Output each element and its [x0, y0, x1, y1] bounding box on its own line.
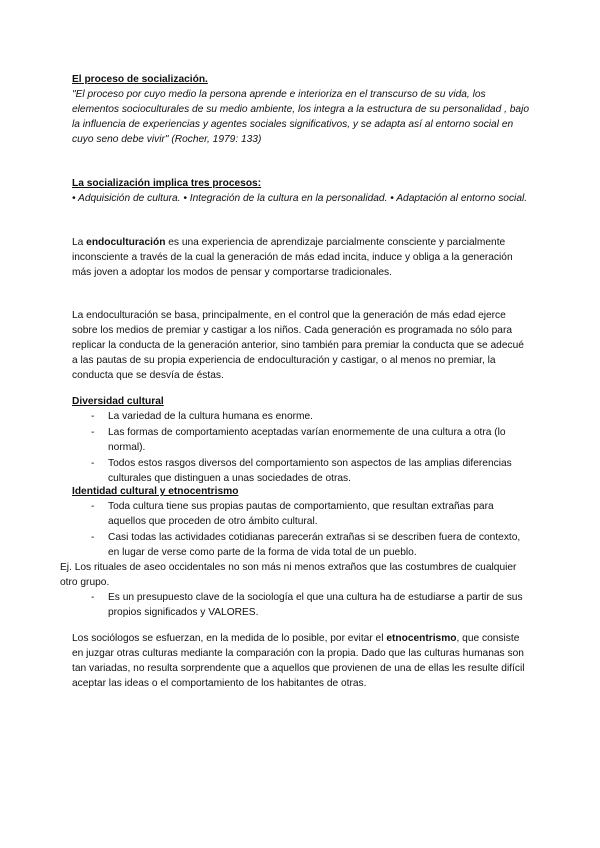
identity-heading-wrap [72, 484, 530, 499]
diversity-list [72, 409, 530, 487]
list-item: - Casi todas las actividades cotidianas parecerán extrañas si se describen fuera de contexto, en lugar de verse como parte de la forma de vida total de un pueblo. [91, 532, 521, 558]
section-heading-identity: Identidad cultural y etnocentrismo [72, 486, 239, 497]
ethnocentrism-paragraph [72, 631, 530, 691]
bullet-dash: - [91, 501, 95, 512]
bullet-dash: - [91, 458, 95, 469]
diversity-heading-wrap [72, 394, 530, 409]
list-item: - Las formas de comportamiento aceptadas varían enormemente de una cultura a otra (lo normal). [91, 427, 506, 453]
section-heading-diversity: Diversidad cultural [72, 396, 164, 407]
socialization-section [72, 72, 530, 147]
list-item: - Todos estos rasgos diversos del comportamiento son aspectos de las amplias diferencias culturales que distinguen a unas sociedades de otras. [91, 458, 512, 484]
list-item: - La variedad de la cultura humana es enorme. [91, 411, 314, 422]
processes-list: • Adquisición de cultura. • Integración de la cultura en la personalidad. • Adaptación al entorno social. [72, 193, 528, 204]
endoculturation-control-paragraph: La endoculturación se basa, principalmente, en el control que la generación de más edad ejerce sobre los medios de premiar y castigar a los niños. Cada generación es programada no sólo para replicar la conducta de la generación anterior, sino también para premiar la conducta que se adecué a las pautas de su propia experiencia de endoculturación y castigar, o al menos no premiar, la conducta que se desvía de éstas. [72, 310, 524, 381]
closing-pre: Los sociólogos se esfuerzan, en la medida de lo posible, por evitar el [72, 633, 387, 644]
rocher-quote: "El proceso por cuyo medio la persona aprende e interioriza en el transcurso de su vida, los elementos socioculturales de su medio ambiente, los integra a la estructura de su personalidad , bajo la influencia de experiencias y agentes sociales significativos, y se adapta así al entorno social en cuyo seno debe vivir" (Rocher, 1979: 133) [72, 89, 530, 145]
endoculturation-term: endoculturación [86, 237, 166, 248]
endo-pre: La [72, 237, 87, 248]
closing-post: , que consiste en juzgar otras culturas mediante la comparación con la propia. Dado que las culturas humanas son tan variadas, no resulta sorprendente que a aquellos que provienen de una de ellas les resulte difícil aceptar las ideas o el comportamiento de los habitantes de otras. [72, 633, 525, 689]
list-item: - Es un presupuesto clave de la sociología el que una cultura ha de estudiarse a partir de sus propios significados y VALORES. [91, 592, 523, 618]
bullet-dash: - [91, 532, 95, 543]
processes-section [72, 176, 530, 206]
example-line: Ej. Los rituales de aseo occidentales no son más ni menos extraños que las costumbres de cualquier otro grupo. [60, 562, 517, 588]
identity-list [72, 499, 530, 561]
identity-list-2 [72, 590, 530, 621]
list-item: - Toda cultura tiene sus propias pautas de comportamiento, que resultan extrañas para aquellos que proceden de otro ámbito cultural. [91, 501, 494, 527]
bullet-dash: - [91, 411, 95, 422]
endoculturation-paragraph [72, 235, 530, 280]
endo-post: es una experiencia de aprendizaje parcialmente consciente y parcialmente inconsciente a través de la cual la generación de más edad incita, induce y obliga a la generación más joven a adoptar los modos de pensar y comportarse tradicionales. [72, 237, 513, 278]
section-heading-socialization: El proceso de socialización. [72, 74, 208, 85]
bullet-dash: - [91, 427, 95, 438]
section-heading-processes: La socialización implica tres procesos: [72, 178, 262, 189]
ethnocentrism-term: etnocentrismo [386, 633, 457, 644]
bullet-dash: - [91, 592, 95, 603]
